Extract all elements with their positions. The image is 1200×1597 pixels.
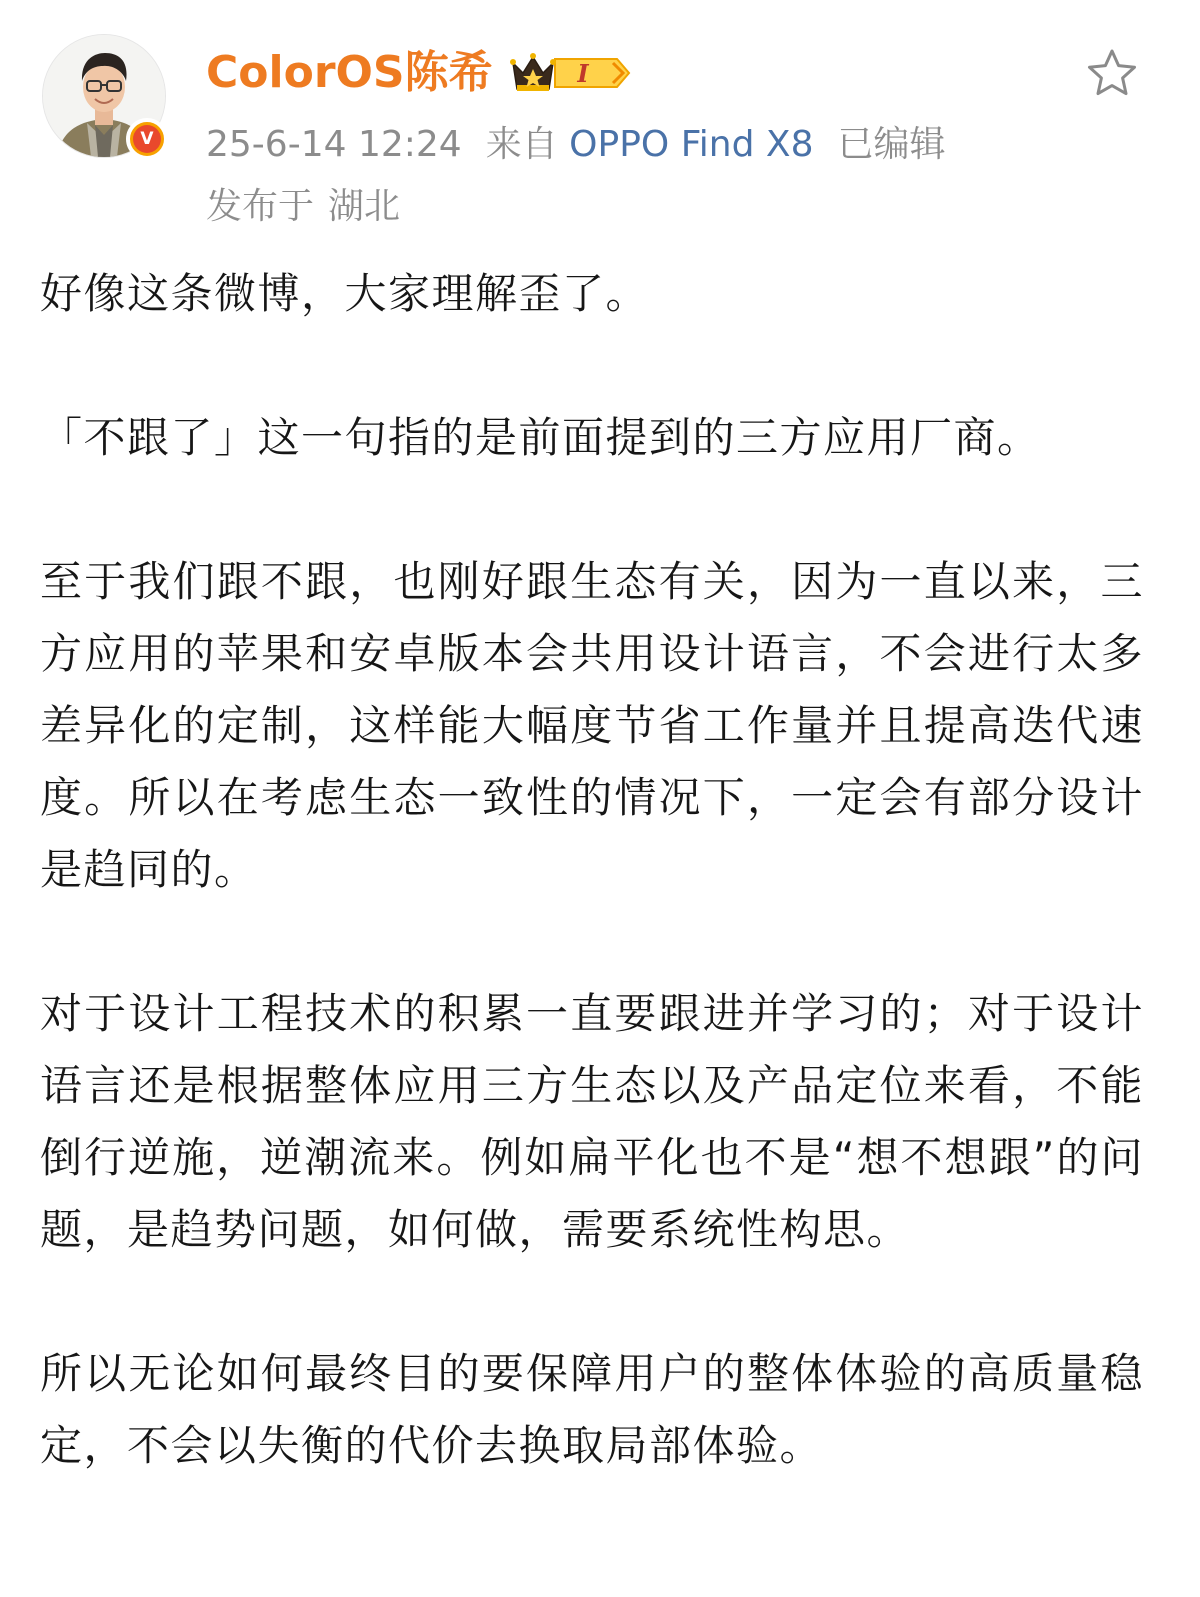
source-prefix: 来自 <box>485 124 558 165</box>
star-outline-icon <box>1084 46 1140 102</box>
post-paragraph: 至于我们跟不跟，也刚好跟生态有关，因为一直以来，三方应用的苹果和安卓版本会共用设计语言，不会进行太多差异化的定制，这样能大幅度节省工作量并且提高迭代速度。所以在考虑生态一致性的情况下，一定会有部分设计是趋同的。 <box>40 557 1144 894</box>
post-header <box>0 0 1200 250</box>
post-paragraph: 对于设计工程技术的积累一直要跟进并学习的；对于设计语言还是根据整体应用三方生态以及产品定位来看，不能倒行逆施，逆潮流来。例如扁平化也不是“想不想跟”的问题，是趋势问题，如何做，需要系统性构思。 <box>40 989 1144 1254</box>
post-meta <box>206 118 946 172</box>
post-time: 25-6-14 12:24 <box>206 124 462 165</box>
post-paragraph: 「不跟了」这一句指的是前面提到的三方应用厂商。 <box>40 413 1041 462</box>
post-paragraph: 好像这条微博，大家理解歪了。 <box>40 269 650 318</box>
location-label: 发布于 <box>206 186 315 227</box>
vip-level: I <box>577 59 589 88</box>
username-row <box>206 40 633 106</box>
post-paragraph: 所以无论如何最终目的要保障用户的整体体验的高质量稳定，不会以失衡的代价去换取局部体验。 <box>40 1349 1144 1470</box>
post-location <box>206 180 400 234</box>
author-name[interactable]: ColorOS陈希 <box>206 47 493 98</box>
crown-icon <box>509 49 633 97</box>
verified-v-icon: V <box>126 118 168 160</box>
edited-label[interactable]: 已编辑 <box>837 124 946 165</box>
author-avatar[interactable] <box>42 34 166 158</box>
post-body <box>40 258 1144 1482</box>
device-link[interactable]: OPPO Find X8 <box>569 124 814 165</box>
location-value: 湖北 <box>328 186 401 227</box>
vip-badge[interactable] <box>509 49 633 97</box>
favorite-button[interactable] <box>1084 46 1140 102</box>
